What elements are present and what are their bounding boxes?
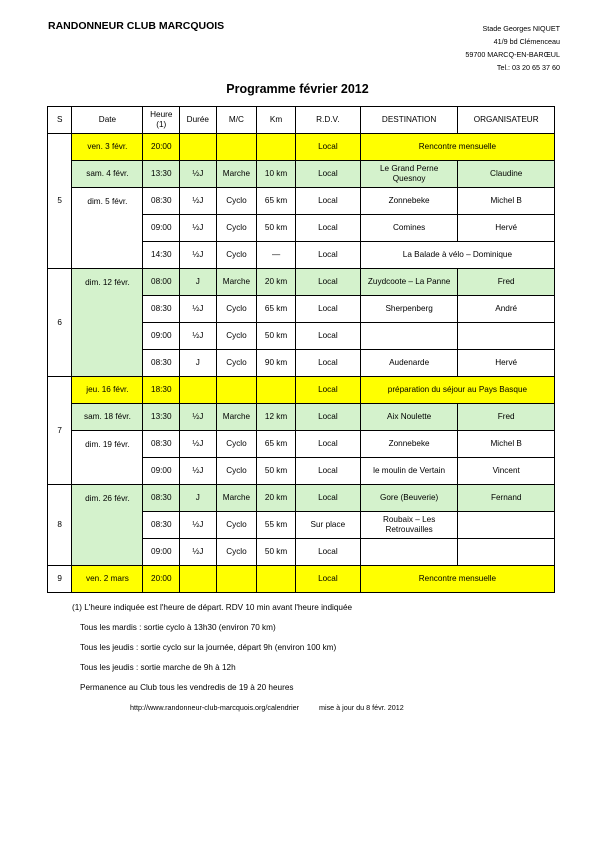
date-cell: dim. 12 févr. [72, 269, 143, 377]
distance-cell [257, 377, 296, 404]
organizer-cell: Hervé [458, 350, 555, 377]
distance-cell: 65 km [257, 431, 296, 458]
header-cell: Durée [180, 107, 217, 134]
table-row [48, 404, 555, 431]
duration-cell [180, 134, 217, 161]
duration-cell: J [180, 269, 217, 296]
organizer-cell [458, 512, 555, 539]
meeting-cell: Local [295, 485, 360, 512]
time-cell: 09:00 [143, 323, 180, 350]
table-row [48, 377, 555, 404]
duration-cell: ½J [180, 215, 217, 242]
duration-cell: ½J [180, 404, 217, 431]
time-cell: 08:30 [143, 512, 180, 539]
duration-cell: ½J [180, 458, 217, 485]
organizer-cell: Michel B [458, 431, 555, 458]
address-line: Stade Georges NIQUET [482, 24, 560, 33]
time-cell: 08:00 [143, 269, 180, 296]
header-cell: Km [257, 107, 296, 134]
time-cell: 18:30 [143, 377, 180, 404]
distance-cell: 50 km [257, 458, 296, 485]
destination-cell: Aix Noulette [360, 404, 458, 431]
week-number-cell: 6 [48, 269, 72, 377]
destination-cell: Zonnebeke [360, 188, 458, 215]
organizer-cell: Claudine [458, 161, 555, 188]
duration-cell: ½J [180, 539, 217, 566]
destination-cell [360, 323, 458, 350]
mode-cell [216, 566, 257, 593]
date-cell: dim. 5 févr. [72, 188, 143, 269]
table-header-row [48, 107, 555, 134]
table-row [48, 566, 555, 593]
club-name: RANDONNEUR CLUB MARCQUOIS [48, 20, 225, 32]
time-cell: 13:30 [143, 161, 180, 188]
time-cell: 13:30 [143, 404, 180, 431]
schedule-body [48, 134, 555, 593]
week-number-cell: 9 [48, 566, 72, 593]
date-cell: ven. 2 mars [72, 566, 143, 593]
meeting-cell: Sur place [295, 512, 360, 539]
distance-cell: 10 km [257, 161, 296, 188]
header-cell: R.D.V. [295, 107, 360, 134]
meeting-cell: Local [295, 269, 360, 296]
date-cell: dim. 26 févr. [72, 485, 143, 566]
organizer-cell: André [458, 296, 555, 323]
destination-cell: Gore (Beuverie) [360, 485, 458, 512]
address-line: 59700 MARCQ-EN-BARŒUL [465, 50, 560, 59]
address-line: Tel.: 03 20 65 37 60 [496, 63, 560, 72]
meeting-cell: Local [295, 566, 360, 593]
organizer-cell: Vincent [458, 458, 555, 485]
mode-cell: Cyclo [216, 296, 257, 323]
time-cell: 08:30 [143, 350, 180, 377]
destination-cell: Audenarde [360, 350, 458, 377]
destination-cell: Comines [360, 215, 458, 242]
meeting-cell: Local [295, 377, 360, 404]
organizer-cell: Hervé [458, 215, 555, 242]
website-link[interactable]: http://www.randonneur-club-marcquois.org/calendrier [130, 703, 299, 712]
note-line: (1) L'heure indiquée est l'heure de départ. RDV 10 min avant l'heure indiquée [72, 603, 353, 612]
mode-cell: Marche [216, 269, 257, 296]
mode-cell [216, 134, 257, 161]
duration-cell [180, 377, 217, 404]
duration-cell: ½J [180, 161, 217, 188]
note-line: Tous les mardis : sortie cyclo à 13h30 (environ 70 km) [80, 623, 276, 632]
mode-cell: Marche [216, 404, 257, 431]
duration-cell: J [180, 485, 217, 512]
meeting-cell: Local [295, 539, 360, 566]
organizer-cell: Fernand [458, 485, 555, 512]
date-cell: dim. 19 févr. [72, 431, 143, 485]
header-cell: Date [72, 107, 143, 134]
date-cell: ven. 3 févr. [72, 134, 143, 161]
mode-cell [216, 377, 257, 404]
meeting-cell: Local [295, 188, 360, 215]
distance-cell: 65 km [257, 188, 296, 215]
header-cell: DESTINATION [360, 107, 458, 134]
date-cell: jeu. 16 févr. [72, 377, 143, 404]
destination-cell: le moulin de Vertain [360, 458, 458, 485]
date-cell: sam. 4 févr. [72, 161, 143, 188]
time-cell: 20:00 [143, 566, 180, 593]
week-number-cell: 8 [48, 485, 72, 566]
mode-cell: Cyclo [216, 431, 257, 458]
destination-cell: Zonnebeke [360, 431, 458, 458]
distance-cell: 50 km [257, 539, 296, 566]
organizer-cell [458, 323, 555, 350]
destination-cell: Roubaix – Les Retrouvailles [360, 512, 458, 539]
notes [72, 598, 352, 698]
organizer-cell [458, 539, 555, 566]
mode-cell: Cyclo [216, 242, 257, 269]
distance-cell: 12 km [257, 404, 296, 431]
duration-cell [180, 566, 217, 593]
duration-cell: ½J [180, 431, 217, 458]
distance-cell: 20 km [257, 485, 296, 512]
destination-cell: Zuydcoote – La Panne [360, 269, 458, 296]
time-cell: 09:00 [143, 215, 180, 242]
header-cell: ORGANISATEUR [458, 107, 555, 134]
note-line: Permanence au Club tous les vendredis de 19 à 20 heures [80, 683, 294, 692]
duration-cell: ½J [180, 188, 217, 215]
meeting-cell: Local [295, 350, 360, 377]
schedule-table [47, 106, 555, 593]
distance-cell: — [257, 242, 296, 269]
meeting-cell: Local [295, 242, 360, 269]
mode-cell: Cyclo [216, 323, 257, 350]
table-row [48, 134, 555, 161]
mode-cell: Cyclo [216, 215, 257, 242]
club-address [420, 22, 560, 74]
meeting-cell: Local [295, 161, 360, 188]
note-line: Tous les jeudis : sortie marche de 9h à 12h [80, 663, 236, 672]
distance-cell: 50 km [257, 215, 296, 242]
mode-cell: Cyclo [216, 539, 257, 566]
meeting-cell: Local [295, 458, 360, 485]
destination-cell: Le Grand Perne Quesnoy [360, 161, 458, 188]
week-number-cell: 5 [48, 134, 72, 269]
distance-cell: 65 km [257, 296, 296, 323]
duration-cell: ½J [180, 242, 217, 269]
time-cell: 14:30 [143, 242, 180, 269]
duration-cell: J [180, 350, 217, 377]
mode-cell: Marche [216, 161, 257, 188]
meeting-cell: Local [295, 323, 360, 350]
time-cell: 09:00 [143, 539, 180, 566]
organizer-cell: Fred [458, 269, 555, 296]
mode-cell: Cyclo [216, 188, 257, 215]
update-date: mise à jour du 8 févr. 2012 [319, 703, 404, 712]
footer [130, 703, 404, 712]
table-row [48, 161, 555, 188]
distance-cell [257, 134, 296, 161]
week-number-cell: 7 [48, 377, 72, 485]
event-cell: Rencontre mensuelle [360, 566, 554, 593]
mode-cell: Marche [216, 485, 257, 512]
event-cell: La Balade à vélo – Dominique [360, 242, 554, 269]
page-title: Programme février 2012 [226, 82, 369, 96]
destination-cell [360, 539, 458, 566]
time-cell: 08:30 [143, 431, 180, 458]
distance-cell: 90 km [257, 350, 296, 377]
date-cell: sam. 18 févr. [72, 404, 143, 431]
table-row [48, 188, 555, 215]
distance-cell: 50 km [257, 323, 296, 350]
meeting-cell: Local [295, 404, 360, 431]
meeting-cell: Local [295, 431, 360, 458]
time-cell: 20:00 [143, 134, 180, 161]
address-line: 41/9 bd Clémenceau [493, 37, 560, 46]
meeting-cell: Local [295, 296, 360, 323]
header-cell: M/C [216, 107, 257, 134]
note-line: Tous les jeudis : sortie cyclo sur la journée, départ 9h (environ 100 km) [80, 643, 337, 652]
header-cell: S [48, 107, 72, 134]
time-cell: 08:30 [143, 188, 180, 215]
mode-cell: Cyclo [216, 350, 257, 377]
mode-cell: Cyclo [216, 512, 257, 539]
time-cell: 08:30 [143, 296, 180, 323]
duration-cell: ½J [180, 512, 217, 539]
meeting-cell: Local [295, 134, 360, 161]
table-row [48, 485, 555, 512]
header-cell: Heure (1) [143, 107, 180, 134]
meeting-cell: Local [295, 215, 360, 242]
organizer-cell: Michel B [458, 188, 555, 215]
duration-cell: ½J [180, 323, 217, 350]
event-cell: Rencontre mensuelle [360, 134, 554, 161]
organizer-cell: Fred [458, 404, 555, 431]
time-cell: 08:30 [143, 485, 180, 512]
distance-cell [257, 566, 296, 593]
time-cell: 09:00 [143, 458, 180, 485]
table-row [48, 269, 555, 296]
distance-cell: 55 km [257, 512, 296, 539]
distance-cell: 20 km [257, 269, 296, 296]
destination-cell: Sherpenberg [360, 296, 458, 323]
table-row [48, 431, 555, 458]
duration-cell: ½J [180, 296, 217, 323]
mode-cell: Cyclo [216, 458, 257, 485]
event-cell: préparation du séjour au Pays Basque [360, 377, 554, 404]
